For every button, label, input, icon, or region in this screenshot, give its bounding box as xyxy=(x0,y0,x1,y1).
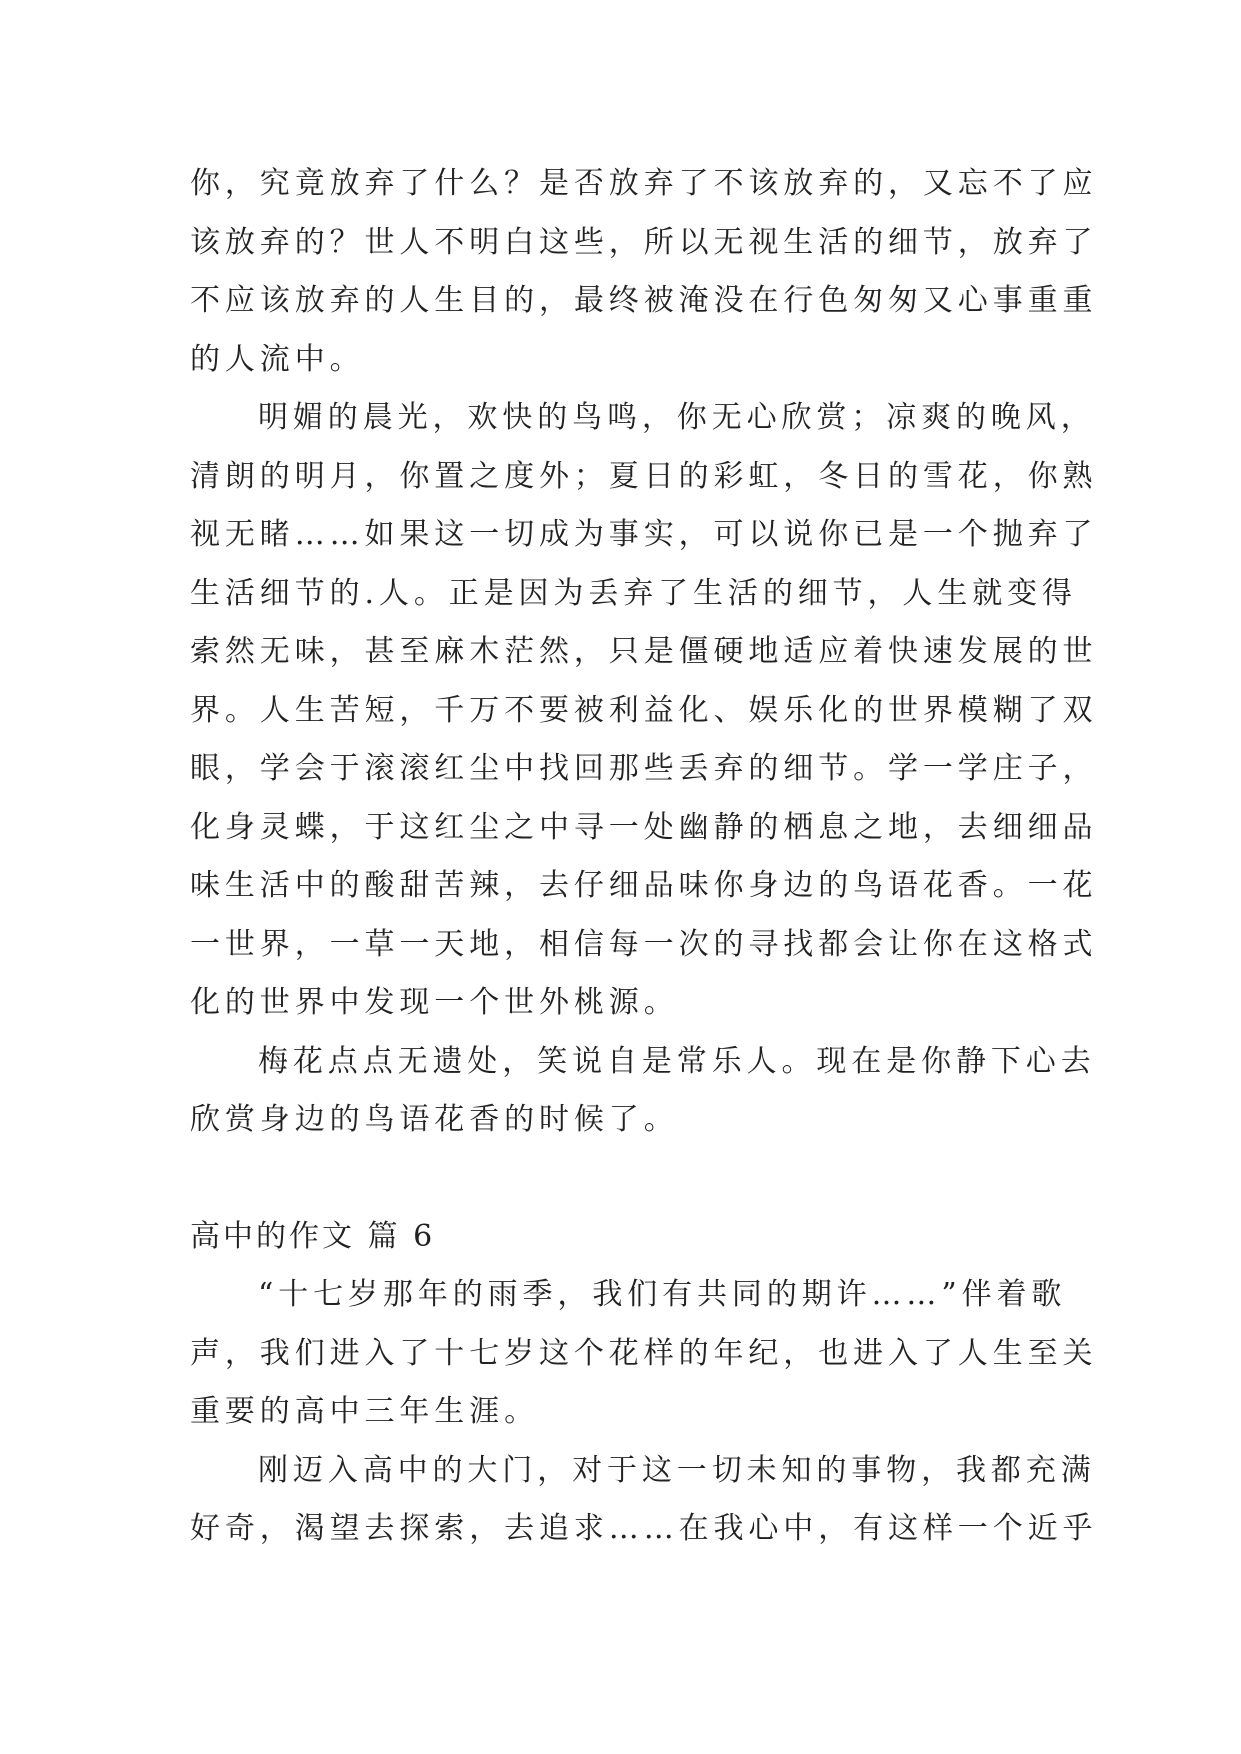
paragraph-2 xyxy=(190,389,1098,1033)
paragraph-5 xyxy=(190,1442,1098,1559)
text-line: 视无睹……如果这一切成为事实，可以说你已是一个抛弃了 xyxy=(190,517,1098,552)
text-line: 界。人生苦短，千万不要被利益化、娱乐化的世界模糊了双 xyxy=(190,692,1098,728)
text-line: 不应该放弃的人生目的，最终被淹没在行色匆匆又心事重重 xyxy=(190,283,1098,318)
text-line: “十七岁那年的雨季，我们有共同的期许……”伴着歌 xyxy=(258,1277,1067,1312)
text-line: 明媚的晨光，欢快的鸟鸣，你无心欣赏；凉爽的晚风， xyxy=(258,400,1096,435)
text-line: 欣赏身边的鸟语花香的时候了。 xyxy=(190,1102,679,1137)
text-line: 该放弃的？世人不明白这些，所以无视生活的细节，放弃了 xyxy=(190,224,1098,260)
text-line: 的人流中。 xyxy=(190,341,365,377)
text-line: 刚迈入高中的大门，对于这一切未知的事物，我都充满 xyxy=(258,1452,1096,1488)
section-spacer xyxy=(190,1150,1056,1208)
text-line: 眼，学会于滚滚红尘中找回那些丢弃的细节。学一学庄子， xyxy=(190,751,1098,786)
text-line: 化的世界中发现一个世外桃源。 xyxy=(190,985,679,1020)
text-line: 一世界，一草一天地，相信每一次的寻找都会让你在这格式 xyxy=(190,926,1098,962)
text-line: 声，我们进入了十七岁这个花样的年纪，也进入了人生至关 xyxy=(190,1335,1098,1371)
text-line: 重要的高中三年生涯。 xyxy=(190,1394,539,1429)
text-line: 你，究竟放弃了什么？是否放弃了不该放弃的，又忘不了应 xyxy=(190,166,1098,201)
text-line: 梅花点点无遗处，笑说自是常乐人。现在是你静下心去 xyxy=(258,1043,1096,1079)
section-heading xyxy=(190,1208,1056,1267)
text-line: 化身灵蝶，于这红尘之中寻一处幽静的栖息之地，去细细品 xyxy=(190,809,1098,845)
text-line: 味生活中的酸甜苦辣，去仔细品味你身边的鸟语花香。一花 xyxy=(190,868,1098,903)
text-line: 清朗的明月，你置之度外；夏日的彩虹，冬日的雪花，你熟 xyxy=(190,458,1098,494)
paragraph-4 xyxy=(190,1266,1098,1442)
paragraph-3 xyxy=(190,1033,1096,1150)
text-line: 生活细节的.人。正是因为丢弃了生活的细节，人生就变得 xyxy=(190,575,1077,611)
text-line: 好奇，渴望去探索，去追求……在我心中，有这样一个近乎 xyxy=(190,1511,1098,1546)
paragraph-1 xyxy=(190,155,1098,389)
text-line: 索然无味，甚至麻木茫然，只是僵硬地适应着快速发展的世 xyxy=(190,634,1098,669)
heading-text: 高中的作文 篇 6 xyxy=(190,1218,436,1254)
document-page xyxy=(190,155,1098,1559)
